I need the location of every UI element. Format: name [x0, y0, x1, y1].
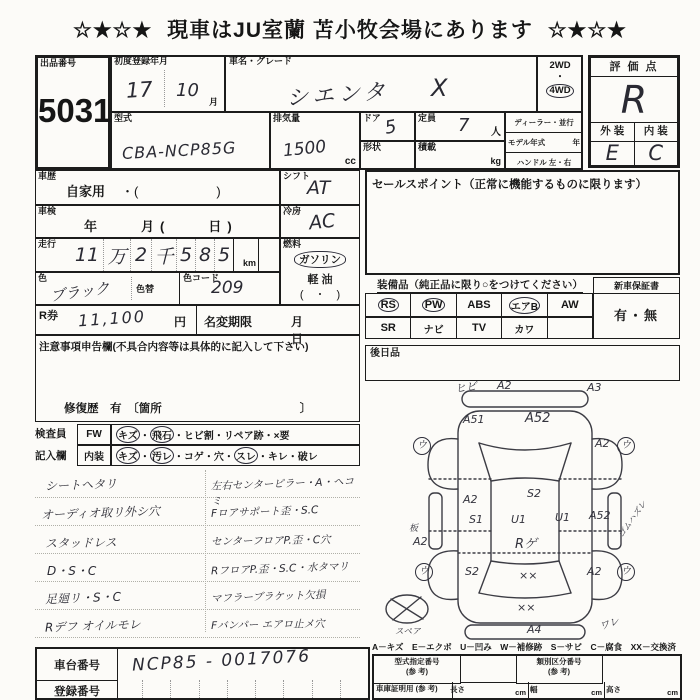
- interior-score: C: [648, 140, 664, 165]
- diagram-mark: ××: [517, 601, 536, 614]
- mileage-cell: [35, 238, 280, 272]
- aircon-label: 冷房: [283, 206, 302, 216]
- equip-airbag-circled: エアB: [509, 297, 540, 314]
- note-line: センターフロアP.歪・C穴: [210, 533, 331, 549]
- defect-notes: [35, 470, 360, 638]
- fuel-gasoline-circled: ガソリン: [294, 251, 346, 268]
- mileage-digit: 千: [151, 239, 176, 271]
- lot-number-cell: [35, 55, 111, 170]
- equip-leather: カワ: [514, 324, 535, 336]
- diagram-mark: U1: [555, 511, 571, 524]
- reg-year-value: 17: [125, 77, 154, 103]
- model-code-label: 型式: [114, 113, 133, 123]
- diagram-mark: U1: [511, 513, 527, 526]
- mileage-unit: km: [242, 258, 256, 269]
- inspector-col-label: 検査員: [35, 428, 67, 440]
- later-items-label: 後日品: [370, 348, 400, 359]
- car-name-value: シエンタ: [285, 79, 391, 112]
- lot-number: 5031: [38, 92, 112, 129]
- color-value: ブラック: [49, 278, 111, 306]
- capacity-cell: [415, 112, 505, 141]
- history-label: 車歴: [38, 171, 57, 181]
- width-label: 幅: [530, 685, 538, 694]
- load-cell: [415, 141, 505, 170]
- rticket-row: [35, 305, 370, 346]
- diagram-mark: A2: [595, 437, 610, 450]
- shift-value: AT: [307, 177, 331, 199]
- capacity-value: 7: [458, 115, 470, 136]
- warranty-cell: [593, 277, 680, 339]
- mileage-digit: 万: [103, 239, 130, 271]
- equip-navi: ナビ: [423, 324, 444, 336]
- rticket-value: 11,100: [77, 306, 147, 331]
- history-cell: [35, 170, 280, 205]
- first-registration-label: 初度登録年月: [114, 56, 169, 66]
- evaluation-score: R: [620, 78, 648, 122]
- fuel-cell: [280, 238, 360, 305]
- shape-label: 形状: [363, 142, 382, 152]
- note-line: スタッドレス: [44, 535, 117, 551]
- history-value: 自家用: [66, 184, 106, 199]
- displacement-unit: cc: [344, 156, 356, 167]
- mileage-digit: 11: [74, 244, 100, 266]
- aircon-value: AC: [307, 209, 337, 235]
- interior-key-cell: 内装: [77, 445, 111, 466]
- wheel-mark-fl: ウ: [413, 437, 431, 455]
- chassis-label: 車台番号: [54, 659, 100, 672]
- note-line: Rデフ オイルモレ: [44, 617, 141, 635]
- diagram-mark: A3: [587, 381, 602, 394]
- capacity-label: 定員: [418, 113, 437, 123]
- reg-divider: [164, 70, 165, 107]
- damage-legend: A－キズ E－エクボ U－凹み W－補修跡 S－サビ C－腐食 XX－交換済: [372, 642, 676, 652]
- car-name-cell: [225, 55, 537, 112]
- displacement-value: 1500: [282, 136, 328, 162]
- sales-point-label: セールスポイント（正常に機能するものに限ります）: [372, 179, 647, 191]
- color-label: 色: [38, 273, 48, 283]
- shaken-cell: [35, 205, 280, 238]
- type-designation-label: 型式指定番号: [394, 657, 440, 666]
- caution-label: 注意事項申告欄(不具合内容等は具体的に記入して下さい): [39, 341, 309, 353]
- history-paren: ・( ): [121, 184, 221, 199]
- diagram-mark: ヒビ: [454, 379, 478, 396]
- wheel-mark-rl: ウ: [415, 563, 433, 581]
- mileage-digit: 8: [195, 239, 214, 271]
- handle-label: ハンドル 左・右: [516, 157, 572, 167]
- later-items-box: [365, 345, 680, 381]
- diagram-mark: A52: [525, 411, 551, 426]
- color-row: [35, 272, 280, 305]
- load-unit: kg: [490, 156, 501, 167]
- dealer-label: ディーラー・並行: [506, 113, 582, 133]
- equipment-row1: [365, 293, 593, 317]
- car-grade-value: X: [431, 74, 448, 102]
- model-year-label: モデル年式: [508, 138, 546, 147]
- note-line: シートヘタリ: [44, 476, 118, 494]
- chassis-table: [35, 647, 370, 700]
- class-division-ref: (参 考): [547, 666, 571, 676]
- note-line: マフラーブラケット欠損: [210, 589, 326, 605]
- diagram-mark: A2: [463, 493, 478, 506]
- sales-point-box: [365, 170, 680, 275]
- reg-month-unit: 月: [208, 97, 218, 108]
- wheel-mark-fr: ウ: [617, 437, 635, 455]
- diagram-mark: S2: [465, 565, 479, 578]
- note-line: D・S・C: [47, 564, 97, 578]
- aircon-cell: [280, 205, 360, 238]
- mileage-digit: 5: [214, 239, 233, 271]
- evaluation-box: [588, 55, 680, 168]
- fuel-diesel: 軽 油: [307, 274, 333, 286]
- interior-items-row: キズ ・ 汚レ ・ コゲ ・ 穴 ・ スレ ・ キレ ・ 破レ: [111, 445, 360, 466]
- diagram-mark: ゴムハズレ: [616, 499, 650, 540]
- warranty-value: 有・無: [613, 307, 659, 323]
- equipment-block: [365, 277, 680, 345]
- shift-label: シフト: [283, 171, 311, 181]
- equip-aw: AW: [560, 299, 579, 311]
- diagram-mark: A2: [413, 535, 428, 548]
- note-line: 左右センターピラー・A・ヘコミ: [210, 475, 355, 508]
- namechange-value: 月 日: [291, 315, 370, 346]
- rticket-unit: 円: [174, 315, 187, 329]
- fuel-label: 燃料: [283, 239, 302, 249]
- equipment-label: 装備品（純正品に限り○をつけてください）: [377, 279, 583, 291]
- fw-key-cell: FW: [77, 424, 111, 445]
- garage-cert-ref: (参 考): [415, 684, 438, 693]
- reference-table: [372, 654, 682, 700]
- diagram-mark: 板: [409, 524, 419, 534]
- caution-box: [35, 335, 360, 422]
- registration-number-cells: [142, 680, 368, 698]
- equip-tv: TV: [471, 322, 487, 334]
- diagram-mark: A52: [589, 509, 611, 522]
- width-unit: cm: [591, 688, 602, 697]
- diagram-mark: ××: [519, 569, 538, 582]
- drive-dot: ・: [555, 71, 565, 83]
- doors-cell: [360, 112, 415, 141]
- displacement-label: 排気量: [273, 113, 301, 123]
- model-year-unit: 年: [572, 138, 580, 147]
- diagram-mark: A4: [527, 623, 542, 636]
- mileage-digit: 5: [176, 239, 195, 271]
- shift-cell: [280, 170, 360, 205]
- mileage-label: 走行: [38, 239, 57, 249]
- color-code-value: 209: [211, 278, 244, 298]
- diagram-mark: ワレ: [598, 615, 621, 633]
- diagram-mark: A2: [587, 565, 602, 578]
- length-unit: cm: [515, 688, 526, 697]
- fuel-paren: ( ・ ): [299, 289, 341, 301]
- spare-tire-label: スペア: [395, 627, 421, 637]
- diagram-mark: S1: [469, 513, 483, 526]
- lot-label: 出品番号: [40, 58, 77, 68]
- height-label: 高さ: [606, 685, 621, 694]
- namechange-label: 名変期限: [204, 315, 253, 329]
- color-code-label: 色コード: [183, 273, 220, 283]
- exterior-label: 外 装: [591, 123, 635, 141]
- reg-month-value: 10: [176, 80, 199, 101]
- capacity-unit: 人: [491, 127, 501, 138]
- color-change-label: 色替: [136, 284, 155, 294]
- garage-cert-label: 車庫証明用: [376, 684, 414, 693]
- chassis-value: NCP85 - 0017076: [131, 646, 312, 676]
- rticket-label: R券: [39, 310, 58, 322]
- exterior-score: E: [591, 140, 635, 165]
- diagram-mark: Rゲ: [515, 537, 538, 552]
- shape-cell: [360, 141, 415, 170]
- equipment-row2: [365, 317, 593, 339]
- note-line: オーディオ取リ外シ穴: [40, 503, 161, 523]
- equip-abs: ABS: [467, 299, 491, 311]
- shaken-value: 年 月( 日): [84, 219, 238, 234]
- note-line: RフロアP.歪・S.C・水タマリ: [210, 560, 350, 578]
- diagram-mark: S2: [527, 487, 541, 500]
- mileage-digit: 2: [130, 239, 151, 271]
- evaluation-label: 評 価 点: [591, 58, 677, 77]
- drive-type-cell: [537, 55, 583, 112]
- displacement-cell: [270, 112, 360, 170]
- page-title: 現車はJU室蘭 苫小牧会場にあります: [167, 19, 533, 42]
- doors-label: ドア: [363, 113, 381, 123]
- diagram-mark: A51: [463, 413, 485, 426]
- note-line: Fバンパー エアロ止メ穴: [210, 618, 325, 632]
- fw-items-row: キズ ・ 飛石 ・ ヒビ割 ・ リペア跡 ・ ×要: [111, 424, 360, 445]
- model-code-value: CBA-NCP85G: [121, 138, 237, 163]
- interior-label: 内 装: [643, 125, 668, 137]
- wheel-mark-rr: ウ: [617, 563, 635, 581]
- dealer-stack: [505, 112, 583, 170]
- first-registration-cell: [111, 55, 225, 112]
- entry-col-label: 記入欄: [35, 450, 67, 462]
- car-diagram: [365, 379, 680, 640]
- equip-sr: SR: [380, 322, 396, 334]
- note-line: Fロアサポート歪・S.C: [210, 504, 319, 520]
- load-label: 積載: [418, 142, 437, 152]
- registration-number-label: 登録番号: [54, 686, 100, 698]
- stars-right-icon: ☆★☆★: [547, 19, 627, 42]
- drive-2wd: 2WD: [549, 60, 571, 71]
- model-code-cell: [111, 112, 270, 170]
- length-label: 長さ: [450, 685, 465, 694]
- type-designation-ref: (参 考): [405, 666, 429, 676]
- repair-history-line: 修復歴 有 〔箇所 〕: [64, 403, 312, 415]
- shaken-label: 車検: [38, 206, 57, 216]
- equip-rs-circled: RS: [378, 298, 399, 312]
- warranty-label: 新車保証書: [594, 278, 679, 294]
- class-division-label: 類別区分番号: [536, 657, 582, 666]
- stars-left-icon: ☆★☆★: [73, 19, 153, 42]
- drive-4wd-circled: 4WD: [546, 84, 573, 98]
- inspector-block: [35, 424, 360, 468]
- sheet-header: [0, 14, 700, 44]
- diagram-mark: A2: [497, 379, 512, 392]
- doors-value: 5: [383, 116, 399, 139]
- height-unit: cm: [667, 688, 678, 697]
- note-line: 足廻リ・S・C: [44, 589, 122, 607]
- equip-pw-circled: PW: [422, 298, 446, 312]
- car-name-label: 車名・グレード: [229, 56, 293, 66]
